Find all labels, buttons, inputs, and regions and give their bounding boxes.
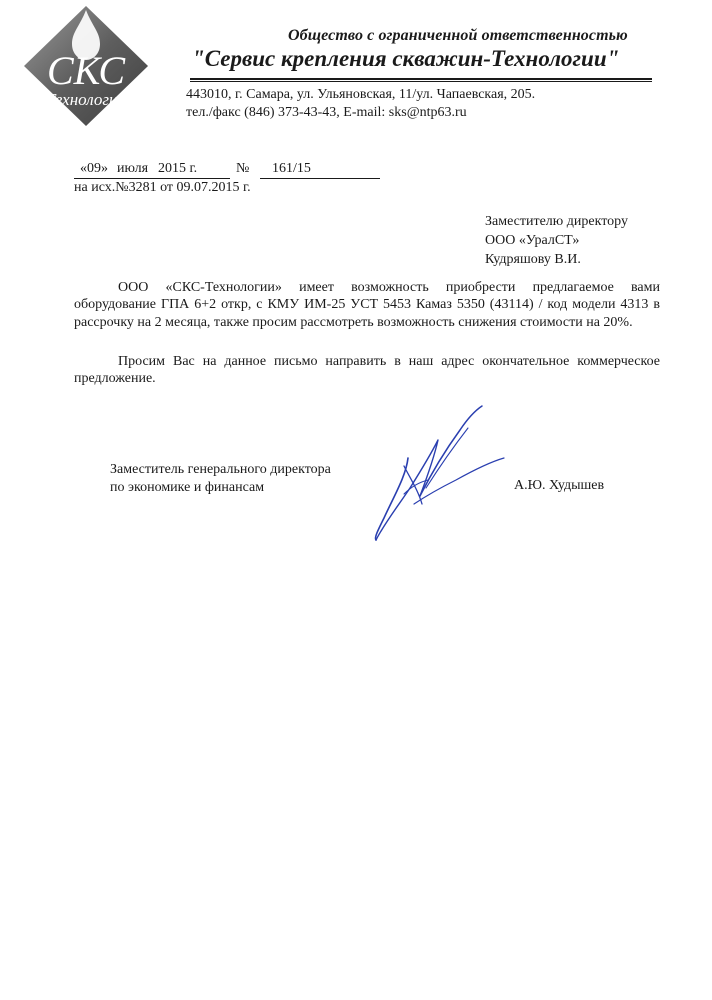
reference-line: на исх.№3281 от 09.07.2015 г. (74, 180, 251, 195)
header-rule (190, 78, 652, 80)
body-paragraph-2 (74, 353, 660, 388)
header-rule-thin (190, 81, 652, 82)
signer-title-line-1: Заместитель генерального директора (110, 462, 331, 477)
number-sign: № (236, 161, 250, 176)
body-paragraph-1-text: ООО «СКС-Технологии» имеет возможность приобрести предлагаемое вами оборудование ГПА 6+2 откр, с КМУ ИМ-25 УСТ 5453 Камаз 5350 (43114) / код модели 4313 в рассрочку на 2 месяца, также просим рассмотреть возможность снижения стоимости на 20%. (74, 280, 660, 330)
number-underline (260, 178, 380, 179)
signer-title-line-2: по экономике и финансам (110, 480, 265, 495)
addressee-name: Кудряшову В.И. (485, 252, 581, 267)
date-month: июля (117, 161, 149, 176)
date-underline (74, 178, 230, 179)
body-paragraph-1 (74, 279, 660, 331)
handwritten-signature (364, 400, 514, 546)
addressee-company: ООО «УралСТ» (485, 233, 580, 248)
company-logo (22, 4, 150, 128)
date-year: 2015 г. (158, 161, 198, 176)
date-day: «09» (80, 161, 108, 176)
org-name: "Сервис крепления скважин-Технологии" (192, 46, 620, 71)
company-contacts: тел./факс (846) 373-43-43, E-mail: sks@ntp63.ru (186, 105, 467, 120)
letter-number: 161/15 (272, 161, 311, 176)
company-address: 443010, г. Самара, ул. Ульяновская, 11/ул. Чапаевская, 205. (186, 87, 536, 102)
org-type: Общество с ограниченной ответственностью (288, 27, 628, 44)
signer-name: А.Ю. Худышев (514, 478, 605, 493)
logo-abbr: СКС (46, 48, 126, 93)
logo-subtitle: Технологии (46, 90, 126, 109)
addressee-position: Заместителю директору (485, 214, 628, 229)
body-paragraph-2-text: Просим Вас на данное письмо направить в наш адрес окончательное коммерческое предложение. (74, 354, 660, 387)
